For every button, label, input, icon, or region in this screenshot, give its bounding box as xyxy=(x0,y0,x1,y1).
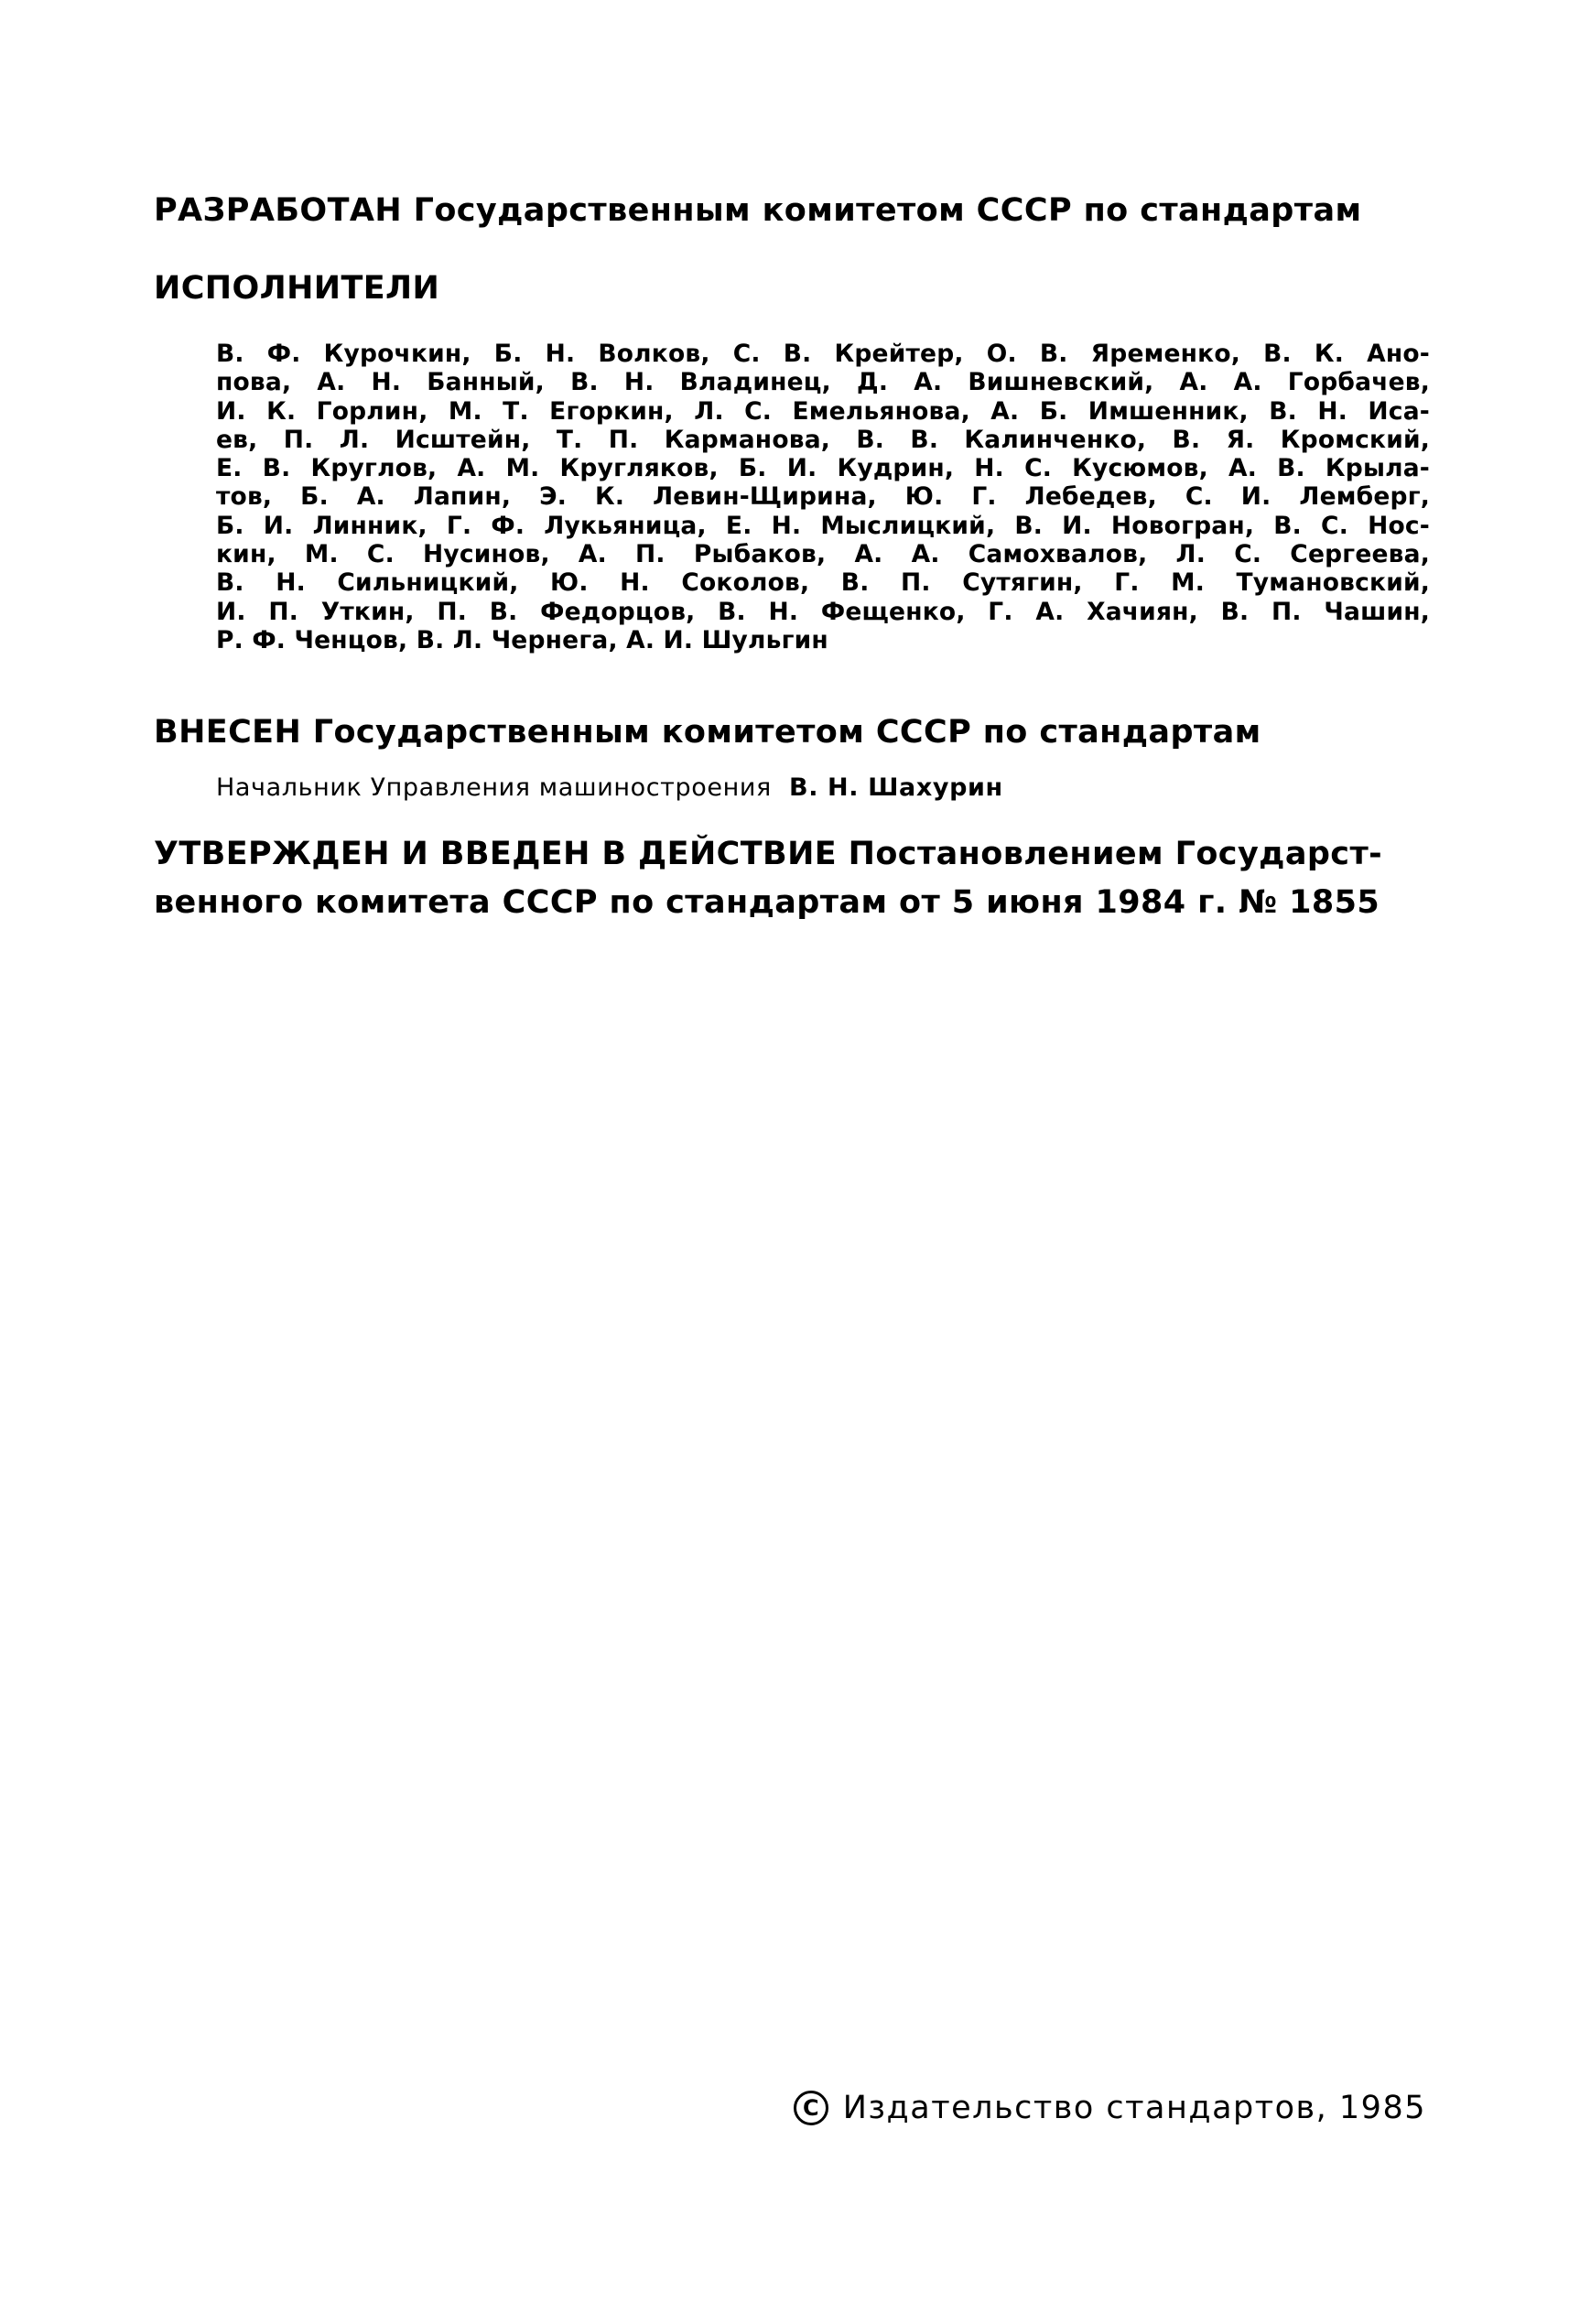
executors-list xyxy=(216,340,1430,654)
developed-text: Государственным комитетом СССР по стандартам xyxy=(413,192,1362,229)
executors-line: И. П. Уткин, П. В. Федорцов, В. Н. Фещенко, Г. А. Хачиян, В. П. Чашин, xyxy=(216,597,1430,626)
developed-label: РАЗРАБОТАН xyxy=(154,192,403,229)
executors-line: Р. Ф. Ченцов, В. Л. Чернега, А. И. Шульгин xyxy=(216,625,828,654)
executors-line: тов, Б. А. Лапин, Э. К. Левин-Щирина, Ю. Г. Лебедев, С. И. Лемберг, xyxy=(216,482,1430,512)
executors-line: кин, М. С. Нусинов, А. П. Рыбаков, А. А. Самохвалов, Л. С. Сергеева, xyxy=(216,540,1430,569)
approved-text-1: Постановлением Государст- xyxy=(848,836,1383,872)
executors-title: ИСПОЛНИТЕЛИ xyxy=(154,270,440,307)
executors-line: Е. В. Круглов, А. М. Кругляков, Б. И. Кудрин, Н. С. Кусюмов, А. В. Крыла- xyxy=(216,454,1430,483)
developed-line xyxy=(154,192,1361,229)
chief-line xyxy=(216,773,1003,802)
approved-label: УТВЕРЖДЕН И ВВЕДЕН В ДЕЙСТВИЕ xyxy=(154,836,838,872)
copyright-line xyxy=(794,2090,1426,2126)
executors-line: пова, А. Н. Банный, В. Н. Владинец, Д. А. Вишневский, А. А. Горбачев, xyxy=(216,368,1430,397)
chief-name: В. Н. Шахурин xyxy=(789,773,1003,802)
copyright-text: Издательство стандартов, 1985 xyxy=(842,2090,1426,2126)
introduced-line xyxy=(154,714,1261,751)
executors-line: И. К. Горлин, М. Т. Егоркин, Л. С. Емельянова, А. Б. Имшенник, В. Н. Иса- xyxy=(216,396,1430,426)
introduced-text: Государственным комитетом СССР по стандартам xyxy=(312,714,1261,751)
introduced-label: ВНЕСЕН xyxy=(154,714,302,751)
executors-line: Б. И. Линник, Г. Ф. Лукьяница, Е. Н. Мыслицкий, В. И. Новогран, В. С. Нос- xyxy=(216,511,1430,540)
approved-block xyxy=(154,830,1435,927)
approved-text-2: венного комитета СССР по стандартам от 5 июня 1984 г. № 1855 xyxy=(154,884,1380,921)
executors-line: В. Н. Сильницкий, Ю. Н. Соколов, В. П. Сутягин, Г. М. Тумановский, xyxy=(216,568,1430,598)
executors-line: ев, П. Л. Исштейн, Т. П. Карманова, В. В. Калинченко, В. Я. Кромский, xyxy=(216,425,1430,454)
copyright-icon: С xyxy=(794,2091,828,2125)
executors-line: В. Ф. Курочкин, Б. Н. Волков, С. В. Крейтер, О. В. Яременко, В. К. Ано- xyxy=(216,340,1430,368)
chief-role: Начальник Управления машиностроения xyxy=(216,773,772,802)
